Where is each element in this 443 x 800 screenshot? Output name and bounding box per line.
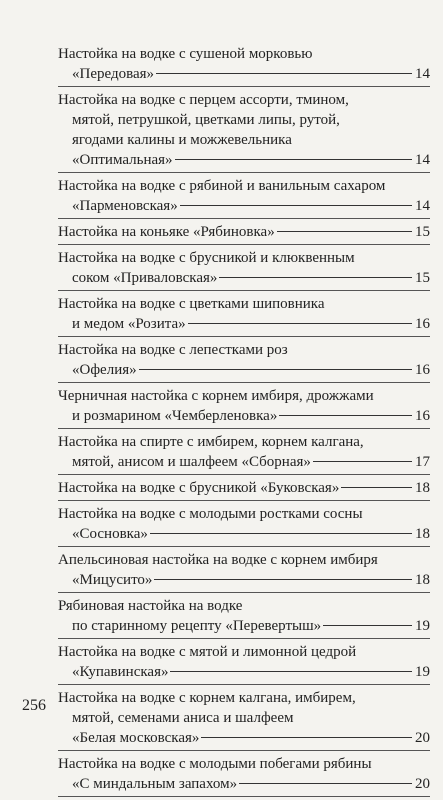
toc-entry-line: соком «Приваловская» [72, 270, 218, 286]
dot-leader [154, 579, 412, 580]
toc-page-number: 17 [415, 454, 430, 470]
divider [58, 546, 430, 547]
table-of-contents [58, 44, 430, 800]
toc-entry-line: Настойка на водке с молодыми побегами рябины [58, 756, 372, 772]
toc-page-number: 18 [415, 572, 430, 588]
toc-entry-line: «Оптимальная» [72, 152, 173, 168]
toc-page-number: 16 [415, 408, 430, 424]
toc-entry[interactable] [58, 596, 430, 637]
divider [58, 500, 430, 501]
divider [58, 382, 430, 383]
dot-leader [323, 625, 412, 626]
toc-entry[interactable] [58, 176, 430, 217]
toc-entry[interactable] [58, 44, 430, 85]
toc-page-number: 18 [415, 480, 430, 496]
toc-entry[interactable] [58, 688, 430, 749]
toc-entry[interactable] [58, 386, 430, 427]
toc-entry-line: по старинному рецепту «Перевертыш» [72, 618, 322, 634]
dot-leader [313, 461, 412, 462]
divider [58, 290, 430, 291]
divider [58, 684, 430, 685]
toc-entry-line: «С миндальным запахом» [72, 776, 238, 792]
dot-leader [170, 671, 412, 672]
toc-entry-line: Настойка на водке с брусникой и клюквенным [58, 250, 355, 266]
divider [58, 592, 430, 593]
divider [58, 750, 430, 751]
divider [58, 428, 430, 429]
toc-entry-line: Настойка на водке с рябиной и ванильным сахаром [58, 178, 386, 194]
toc-entry-line: Настойка на коньяке «Рябиновка» [58, 224, 275, 240]
toc-entry-line: Черничная настойка с корнем имбиря, дрожжами [58, 388, 374, 404]
toc-page-number: 14 [415, 198, 430, 214]
toc-entry[interactable] [58, 90, 430, 171]
toc-entry[interactable] [58, 222, 430, 243]
toc-entry[interactable] [58, 432, 430, 473]
toc-entry-line: Настойка на водке с перцем ассорти, тмином, [58, 92, 349, 108]
toc-entry-line: «Офелия» [72, 362, 137, 378]
toc-page-number: 14 [415, 152, 430, 168]
dot-leader [156, 73, 412, 74]
toc-entry-line: и медом «Розита» [72, 316, 186, 332]
toc-entry-line: «Купавинская» [72, 664, 169, 680]
dot-leader [239, 783, 412, 784]
toc-entry-line: ягодами калины и можжевельника [72, 132, 292, 148]
toc-page-number: 15 [415, 270, 430, 286]
toc-entry[interactable] [58, 294, 430, 335]
dot-leader [279, 415, 412, 416]
divider [58, 218, 430, 219]
toc-entry-line: Рябиновая настойка на водке [58, 598, 243, 614]
toc-entry-line: Настойка на водке с мятой и лимонной цедрой [58, 644, 357, 660]
toc-entry[interactable] [58, 504, 430, 545]
divider [58, 244, 430, 245]
toc-page-number: 20 [415, 730, 430, 746]
toc-page-number: 16 [415, 362, 430, 378]
toc-page-number: 18 [415, 526, 430, 542]
toc-entry-line: Настойка на водке с цветками шиповника [58, 296, 325, 312]
dot-leader [139, 369, 412, 370]
toc-entry[interactable] [58, 642, 430, 683]
dot-leader [180, 205, 412, 206]
divider [58, 796, 430, 797]
divider [58, 638, 430, 639]
toc-entry-line: Настойка на водке с молодыми ростками сосны [58, 506, 363, 522]
toc-entry-line: мятой, семенами аниса и шалфеем [72, 710, 294, 726]
dot-leader [188, 323, 412, 324]
divider [58, 86, 430, 87]
toc-entry-line: мятой, анисом и шалфеем «Сборная» [72, 454, 311, 470]
dot-leader [219, 277, 412, 278]
dot-leader [277, 231, 412, 232]
toc-entry-line: «Белая московская» [72, 730, 200, 746]
toc-page-number: 15 [415, 224, 430, 240]
toc-page-number: 16 [415, 316, 430, 332]
dot-leader [201, 737, 412, 738]
toc-entry[interactable] [58, 340, 430, 381]
dot-leader [341, 487, 412, 488]
toc-entry-line: «Парменовская» [72, 198, 178, 214]
toc-entry-line: Апельсиновая настойка на водке с корнем имбиря [58, 552, 378, 568]
divider [58, 474, 430, 475]
toc-entry-line: Настойка на водке с корнем калгана, имбирем, [58, 690, 356, 706]
toc-entry-line: Настойка на водке с лепестками роз [58, 342, 288, 358]
toc-entry-line: «Сосновка» [72, 526, 148, 542]
dot-leader [150, 533, 412, 534]
divider [58, 336, 430, 337]
divider [58, 172, 430, 173]
toc-entry-line: «Передовая» [72, 66, 155, 82]
toc-entry[interactable] [58, 550, 430, 591]
toc-page-number: 19 [415, 618, 430, 634]
page-number: 256 [22, 697, 46, 714]
toc-entry-line: и розмарином «Чемберленовка» [72, 408, 278, 424]
toc-page-number: 14 [415, 66, 430, 82]
toc-entry[interactable] [58, 754, 430, 795]
toc-entry-line: «Мицусито» [72, 572, 153, 588]
toc-entry-line: мятой, петрушкой, цветками липы, рутой, [72, 112, 340, 128]
toc-entry-line: Настойка на спирте с имбирем, корнем калгана, [58, 434, 364, 450]
toc-page-number: 19 [415, 664, 430, 680]
dot-leader [175, 159, 412, 160]
toc-page-number: 20 [415, 776, 430, 792]
toc-entry-line: Настойка на водке с брусникой «Буковская» [58, 480, 340, 496]
toc-entry[interactable] [58, 248, 430, 289]
toc-entry-line: Настойка на водке с сушеной морковью [58, 46, 313, 62]
toc-entry[interactable] [58, 478, 430, 499]
